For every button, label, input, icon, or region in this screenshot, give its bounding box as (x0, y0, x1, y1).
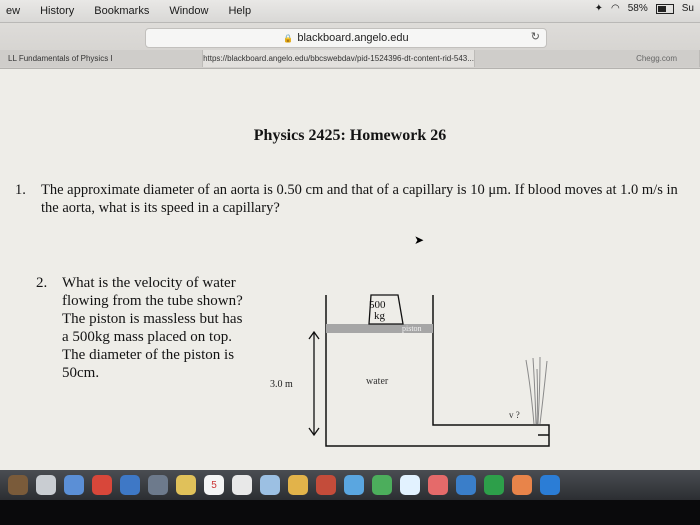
battery-icon[interactable] (656, 4, 674, 14)
tab-fundamentals[interactable]: LL Fundamentals of Physics I (0, 50, 203, 67)
mouse-cursor-icon: ➤ (414, 233, 425, 247)
dock-app-icon[interactable] (148, 475, 168, 495)
dropbox-icon[interactable]: ✦ (594, 3, 604, 14)
menu-item-window[interactable]: Window (169, 5, 209, 17)
dock-app-icon[interactable] (36, 475, 56, 495)
question-2-text: What is the velocity of water flowing from the tube shown? The piston is massless but has a 500kg mass placed on top. The diameter of the piston is 50cm. (62, 275, 243, 381)
mass-block (369, 295, 403, 324)
dock-app-icon[interactable] (372, 475, 392, 495)
dock (0, 470, 700, 500)
tab-chegg[interactable]: Chegg.com (475, 50, 700, 67)
battery-percent: 58% (627, 3, 648, 14)
height-label: 3.0 m (270, 379, 293, 390)
address-text: blackboard.angelo.edu (297, 32, 409, 44)
dock-app-icon[interactable] (512, 475, 532, 495)
piston-diagram (0, 69, 700, 470)
browser-toolbar (0, 23, 700, 69)
dock-app-icon[interactable] (232, 475, 252, 495)
question-2-number: 2. (36, 275, 48, 291)
dock-app-icon[interactable] (540, 475, 560, 495)
dock-app-icon[interactable] (8, 475, 28, 495)
velocity-label: v ? (509, 410, 520, 420)
dock-app-icon[interactable] (64, 475, 84, 495)
monitor-bezel (0, 500, 700, 525)
height-arrow (309, 332, 319, 435)
calendar-icon[interactable]: 5 (204, 475, 224, 495)
menu-item-view[interactable]: ew (6, 5, 21, 17)
dock-app-icon[interactable] (484, 475, 504, 495)
menu-item-help[interactable]: Help (228, 5, 252, 17)
tab-homework-pdf[interactable]: https://blackboard.angelo.edu/bbcswebdav/pid-1524396-dt-content-rid-543... (203, 50, 475, 67)
dock-app-icon[interactable] (260, 475, 280, 495)
menu-bar (0, 0, 700, 23)
mass-value: 500 (369, 299, 386, 311)
question-1-number: 1. (15, 182, 26, 198)
tab-bar (0, 50, 700, 67)
document-view (0, 69, 700, 470)
water-label: water (366, 376, 389, 387)
dock-app-icon[interactable] (92, 475, 112, 495)
dock-app-icon[interactable] (288, 475, 308, 495)
question-1-text: The approximate diameter of an aorta is 0.50 cm and that of a capillary is 10 μm. If blood moves at 1.0 m/s in the aorta, what is its speed in a capillary? (41, 182, 678, 216)
water-spray-icon (526, 357, 547, 424)
dock-app-icon[interactable] (400, 475, 420, 495)
dock-app-icon[interactable] (316, 475, 336, 495)
container-outline (326, 295, 549, 446)
dock-app-icon[interactable] (120, 475, 140, 495)
piston-label: piston (402, 324, 422, 333)
mass-unit: kg (374, 310, 385, 322)
address-bar[interactable] (145, 28, 547, 48)
menu-item-bookmarks[interactable]: Bookmarks (94, 5, 150, 17)
user-name[interactable]: Su (681, 3, 694, 14)
dock-app-icon[interactable] (344, 475, 364, 495)
status-area (595, 3, 694, 14)
dock-app-icon[interactable] (428, 475, 448, 495)
dock-app-icon[interactable] (456, 475, 476, 495)
page-title: Physics 2425: Homework 26 (253, 127, 447, 144)
dock-app-icon[interactable] (176, 475, 196, 495)
reload-icon[interactable]: ↻ (530, 31, 540, 43)
menu-item-history[interactable]: History (40, 5, 75, 17)
lock-icon: 🔒 (283, 33, 294, 43)
wifi-icon[interactable]: ◠ (611, 3, 620, 14)
